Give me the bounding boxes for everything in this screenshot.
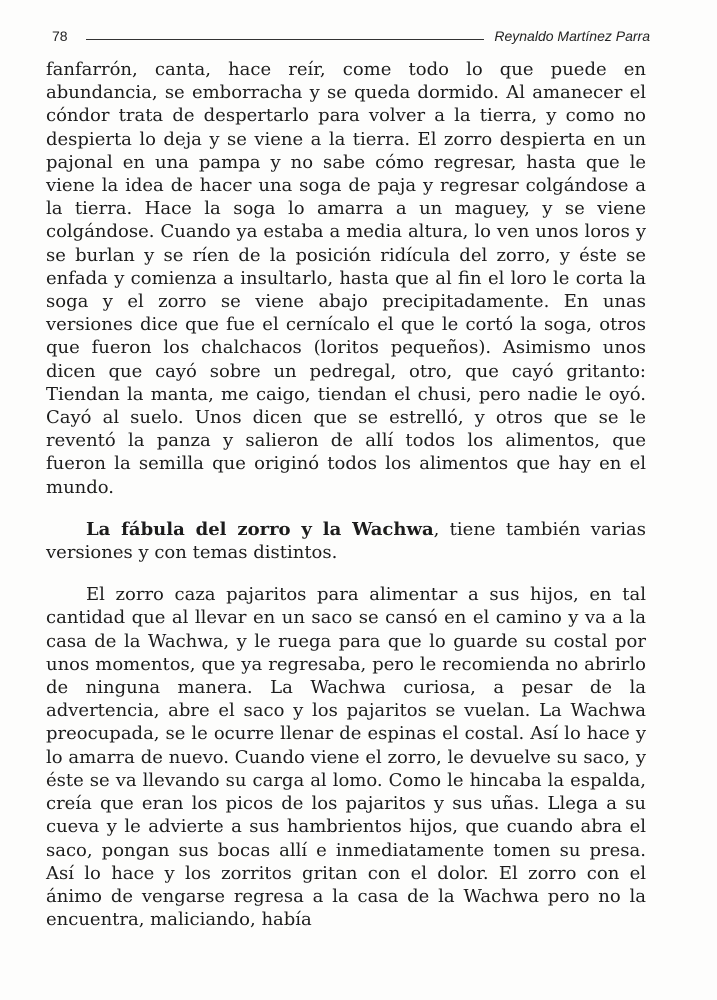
fable-intro-text: , tiene también varias versiones y con temas distintos. xyxy=(46,518,646,564)
fable-title: La fábula del zorro y la Wachwa xyxy=(86,518,434,540)
running-head: Reynaldo Martínez Parra xyxy=(494,28,650,44)
body-text xyxy=(46,58,646,931)
page-header xyxy=(52,22,650,46)
paragraph-fable-story: El zorro caza pajaritos para alimentar a sus hijos, en tal cantidad que al llevar en un saco se cansó en el camino y va a la casa de la Wachwa, y le ruega para que lo guarde su costal por unos momentos, que ya regresaba, pero le recomienda no abrirlo de ninguna manera. La Wachwa curiosa, a pesar de la advertencia, abre el saco y los pajaritos se vuelan. La Wachwa preocupada, se le ocurre llenar de espinas el costal. Así lo hace y lo amarra de nuevo. Cuando viene el zorro, le devuelve su saco, y éste se va llevando su carga al lomo. Como le hincaba la espalda, creía que eran los picos de los pajaritos y sus uñas. Llega a su cueva y le advierte a sus hambrientos hijos, que cuando abra el saco, pongan sus bocas allí e inmediatamente tomen su presa. Así lo hace y los zorritos gritan con el dolor. El zorro con el ánimo de vengarse regresa a la casa de la Wachwa pero no la encuentra, maliciando, había xyxy=(46,584,646,931)
page-number: 78 xyxy=(52,28,68,44)
paragraph-continuation: fanfarrón, canta, hace reír, come todo lo que puede en abundancia, se emborracha y se queda dormido. Al amanecer el cóndor trata de despertarlo para volver a la tierra, y como no despierta lo deja y se viene a la tierra. El zorro despierta en un pajonal en una pampa y no sabe cómo regresar, hasta que le viene la idea de hacer una soga de paja y regresar colgándose a la tierra. Hace la soga lo amarra a un maguey, y se viene colgándose. Cuando ya estaba a media altura, lo ven unos loros y se burlan y se ríen de la posición ridícula del zorro, y éste se enfada y comienza a insultarlo, hasta que al fin el loro le corta la soga y el zorro se viene abajo precipitadamente. En unas versiones dice que fue el cernícalo el que le cortó la soga, otros que fueron los chalchacos (loritos pequeños). Asimismo unos dicen que cayó sobre un pedregal, otro, que cayó gritanto: Tiendan la manta, me caigo, tiendan el chusi, pero nadie le oyó. Cayó al suelo. Unos dicen que se estrelló, y otros que se le reventó la panza y salieron de allí todos los alimentos, que fueron la semilla que originó todos los alimentos que hay en el mundo. xyxy=(46,59,646,498)
header-rule xyxy=(86,39,485,40)
paragraph-fable-intro xyxy=(46,518,646,564)
